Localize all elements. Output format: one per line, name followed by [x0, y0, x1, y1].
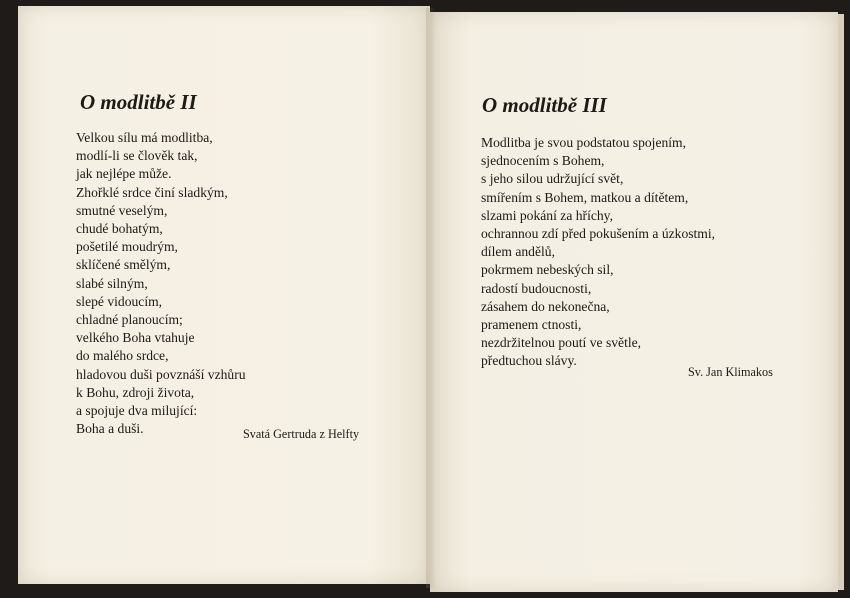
poem-line: ochrannou zdí před pokušením a úzkostmi, — [481, 226, 716, 242]
poem-line: dílem andělů, — [481, 244, 555, 260]
poem-line: sjednocením s Bohem, — [481, 153, 605, 169]
page-edge — [838, 14, 844, 590]
poem-line: jak nejlépe může. — [76, 166, 172, 182]
poem-line: slabé silným, — [76, 275, 148, 291]
poem-line: Modlitba je svou podstatou spojením, — [481, 135, 687, 150]
poem-line: pošetilé moudrým, — [76, 239, 178, 255]
poem-line: pokrmem nebeských sil, — [481, 262, 614, 278]
poem-line: smutné veselým, — [76, 202, 168, 218]
poem-line: zásahem do nekonečna, — [481, 298, 610, 314]
poem-line: smířením s Bohem, matkou a dítětem, — [481, 189, 689, 205]
poem-line: s jeho silou udržující svět, — [481, 171, 624, 187]
poem-line: sklíčené smělým, — [76, 257, 171, 273]
poem-line: Velkou sílu má modlitba, — [76, 130, 213, 145]
poem-line: k Bohu, zdroji života, — [76, 384, 195, 400]
left-poem — [76, 129, 246, 438]
poem-line: radostí budoucnosti, — [481, 280, 592, 296]
right-page-title: O modlitbě III — [482, 93, 607, 117]
poem-line: nezdržitelnou poutí ve světle, — [481, 335, 642, 351]
poem-line: velkého Boha vtahuje — [76, 330, 195, 346]
poem-line: Boha a duši. — [76, 421, 144, 437]
poem-line: chudé bohatým, — [76, 221, 163, 237]
book-gutter — [426, 8, 436, 588]
poem-line: slzami pokání za hříchy, — [481, 207, 613, 223]
right-poem-author: Sv. Jan Klimakos — [688, 365, 773, 379]
poem-line: modlí-li se člověk tak, — [76, 148, 198, 164]
poem-line: a spojuje dva milující: — [76, 403, 198, 419]
poem-line: chladné planoucím; — [76, 312, 183, 328]
poem-line: hladovou duši povznáší vzhůru — [76, 366, 246, 382]
left-page-title: O modlitbě II — [80, 90, 197, 114]
left-poem-author: Svatá Gertruda z Helfty — [243, 427, 360, 441]
poem-line: do malého srdce, — [76, 348, 169, 364]
poem-line: předtuchou slávy. — [481, 353, 577, 369]
poem-line: pramenem ctnosti, — [481, 317, 582, 333]
poem-line: Zhořklé srdce činí sladkým, — [76, 184, 228, 200]
right-poem — [481, 134, 715, 371]
poem-line: slepé vidoucím, — [76, 293, 163, 309]
